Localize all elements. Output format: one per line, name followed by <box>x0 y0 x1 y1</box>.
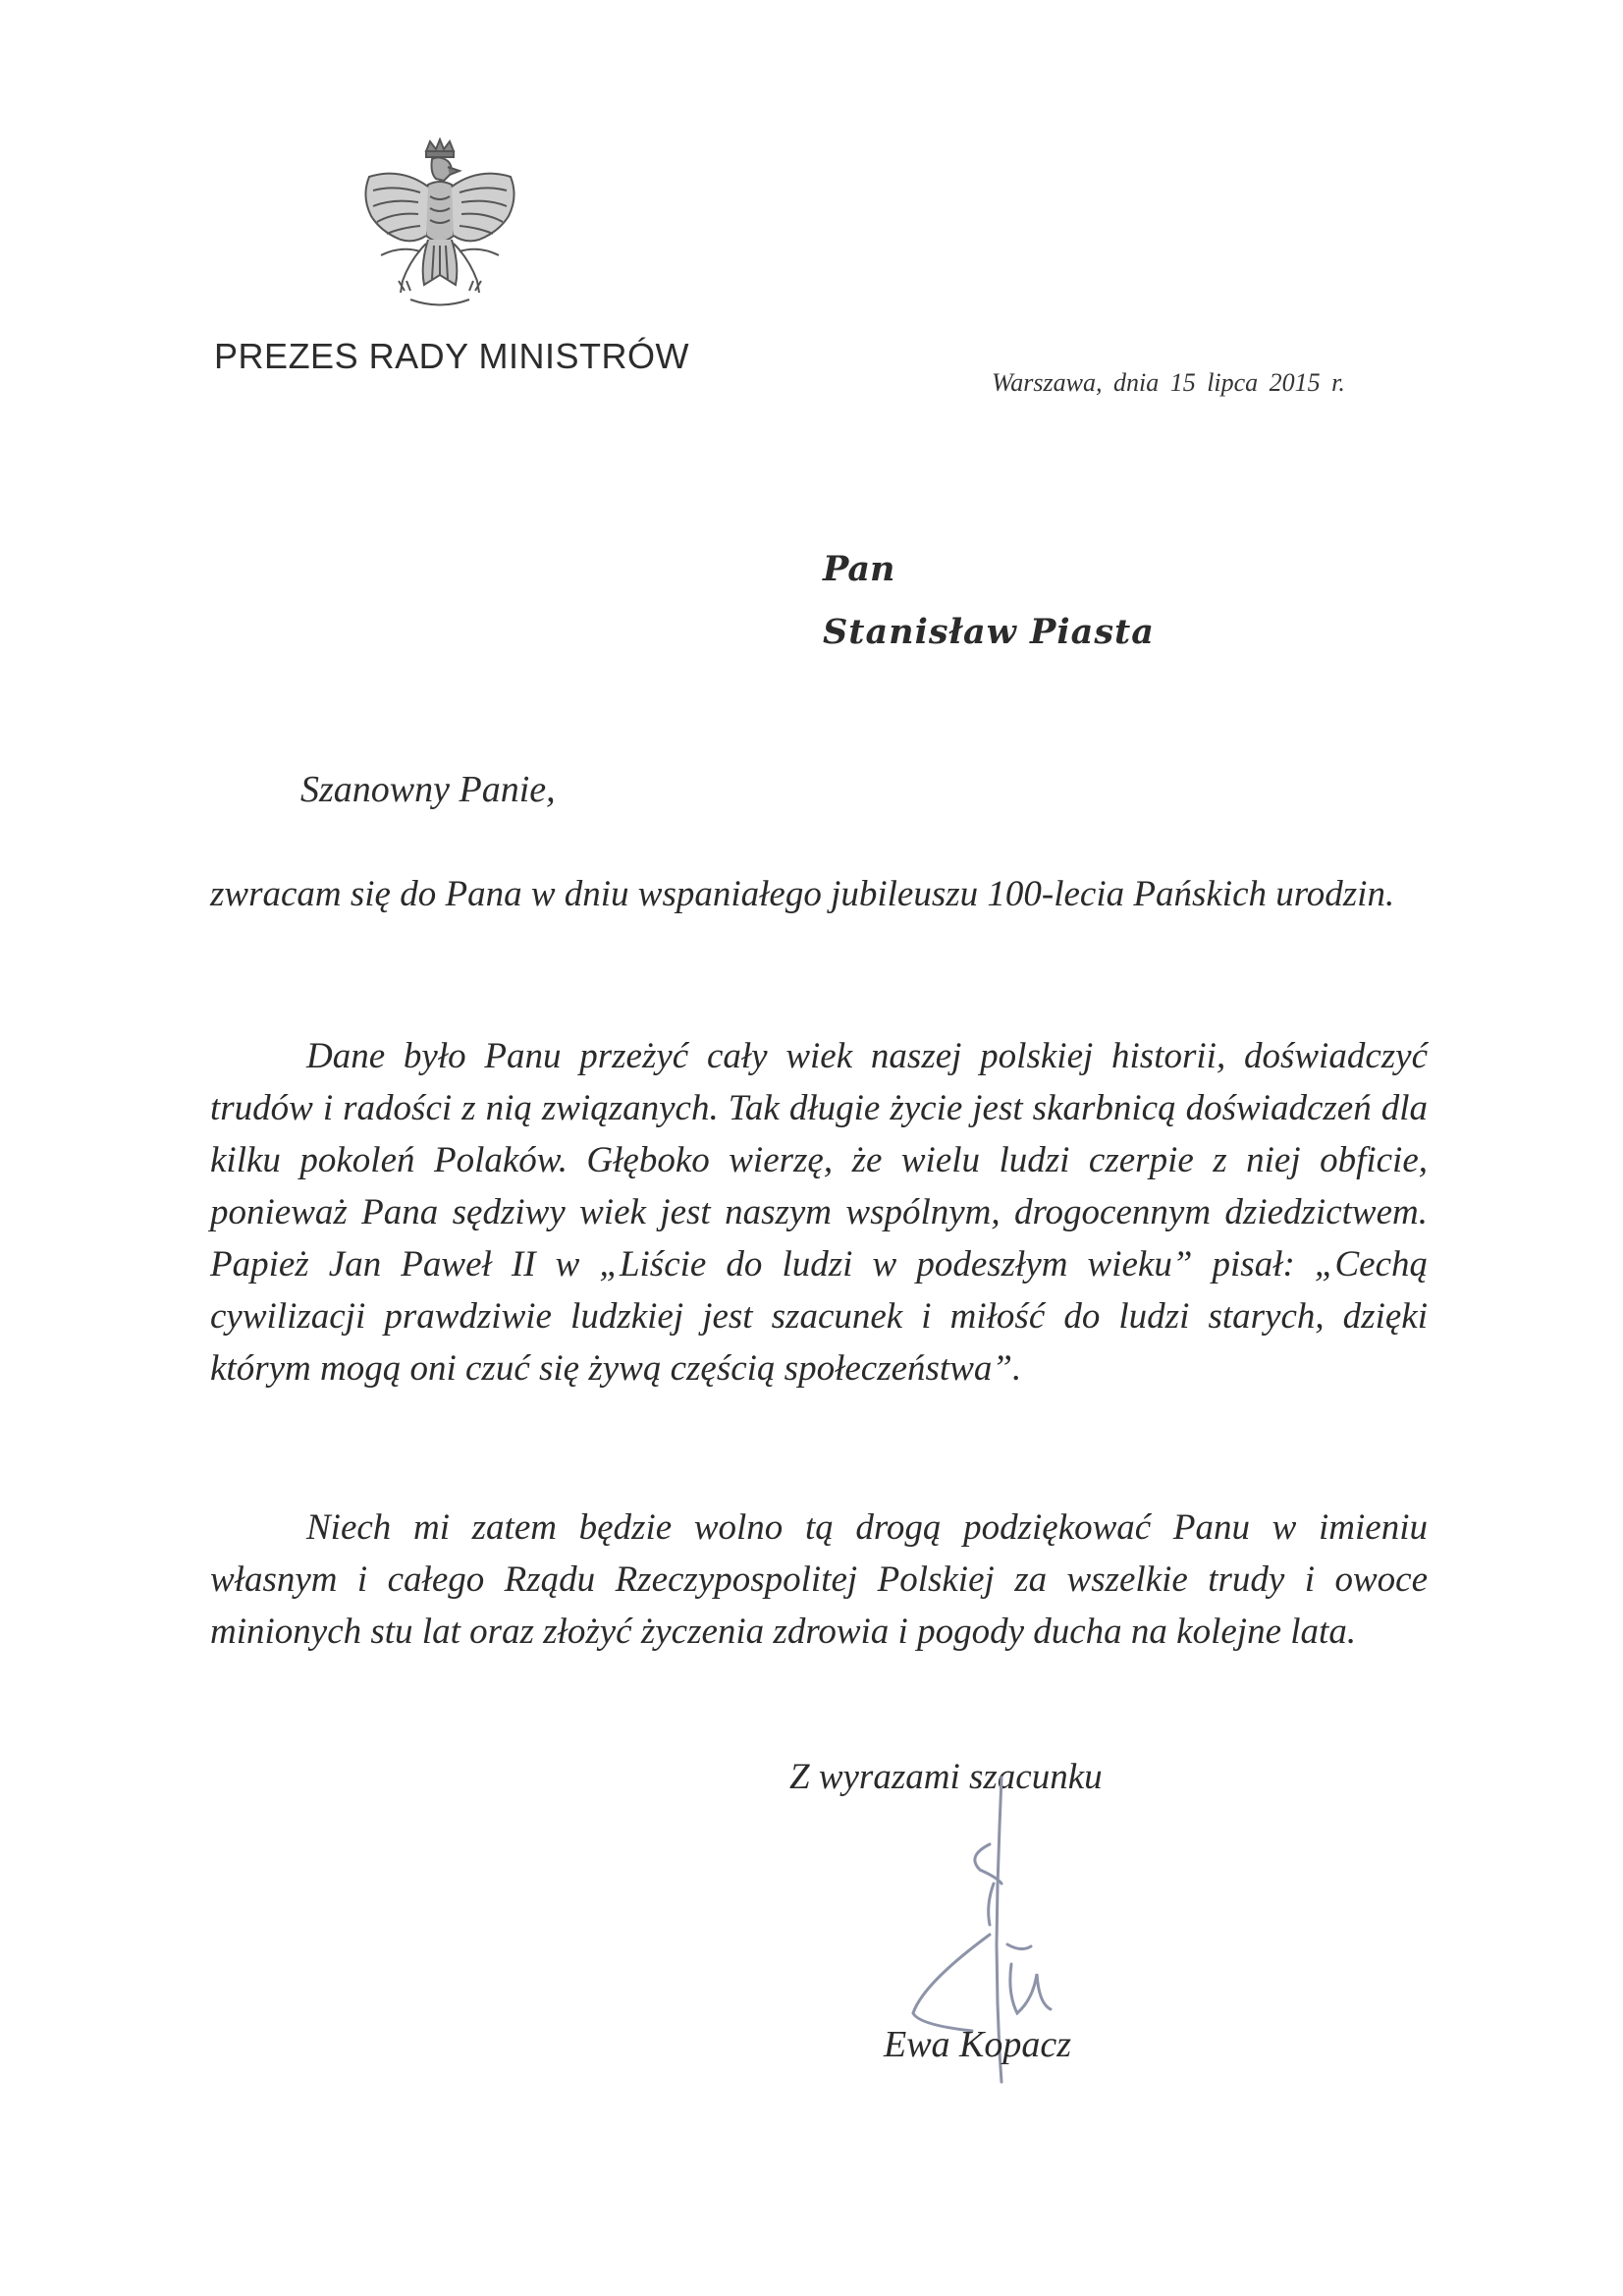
signer-name: Ewa Kopacz <box>884 2024 1072 2065</box>
recipient-block <box>823 538 1155 664</box>
letter-paragraph: Dane było Panu przeżyć cały wiek naszej polskiej historii, doświadczyć trudów i radości z nią związanych. Tak długie życie jest skarbnicą doświadczeń dla kilku pokoleń Polaków. Głęboko wierzę, że wielu ludzi czerpie z niej obficie, ponieważ Pana sędziwy wiek jest naszym wspólnym, drogocennym dziedzictwem. Papież Jan Paweł II w „Liście do ludzi w podeszłym wieku” pisał: „Cechą cywilizacji prawdziwie ludzkiej jest szacunek i miłość do ludzi starych, dzięki którym mogą oni czuć się żywą częścią społeczeństwa”. <box>210 1036 1428 1389</box>
letter-date: Warszawa, dnia 15 lipca 2015 r. <box>992 368 1345 397</box>
recipient-salutation: Pan <box>823 549 895 589</box>
letter-paragraph: zwracam się do Pana w dniu wspaniałego jubileuszu 100-lecia Pańskich urodzin. <box>210 874 1395 914</box>
office-heading: PREZES RADY MINISTRÓW <box>214 336 689 376</box>
letter-paragraph: Niech mi zatem będzie wolno tą drogą podziękować Panu w imieniu własnym i całego Rządu Rzeczypospolitej Polskiej za wszelkie trudy i owoce minionych stu lat oraz złożyć życzenia zdrowia i pogody ducha na kolejne lata. <box>210 1507 1428 1652</box>
polish-eagle-emblem-icon <box>352 137 528 319</box>
recipient-name: Stanisław Piasta <box>823 612 1155 652</box>
letter-closing: Z wyrazami szacunku <box>789 1757 1103 1797</box>
letter-greeting: Szanowny Panie, <box>300 769 556 810</box>
